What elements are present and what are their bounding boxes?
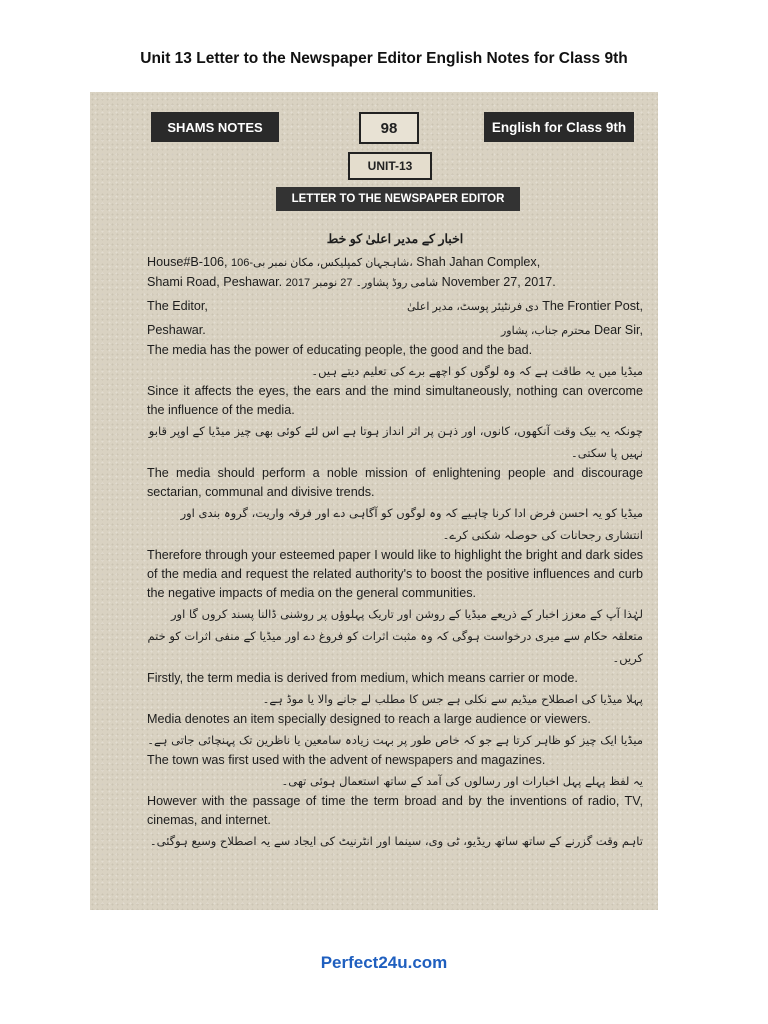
letter-heading: LETTER TO THE NEWSPAPER EDITOR — [276, 187, 520, 211]
urdu-title: اخبار کے مدیر اعلیٰ کو خط — [326, 232, 464, 246]
document-title: Unit 13 Letter to the Newspaper Editor English Notes for Class 9th — [140, 50, 628, 67]
address-ur: دی فرنٹیئر پوسٹ، مدیر اعلیٰ — [407, 301, 539, 313]
address-line — [147, 273, 643, 293]
header-subject: English for Class 9th — [484, 112, 634, 142]
address-ur: شاہجہان کمپلیکس، مکان نمبر بی-106، — [231, 257, 413, 269]
paragraph-ur: میڈیا ایک چیز کو ظاہر کرتا ہے جو کہ خاص طور پر بہت زیادہ سامعین یا ناظرین تک پہنچائی جاتی ہے۔ — [147, 733, 643, 747]
address-en2: November 27, 2017. — [441, 275, 556, 289]
scanned-page — [90, 92, 658, 910]
address-en: House#B-106, — [147, 255, 228, 269]
paragraph-en: Media denotes an item specially designed to reach a large audience or viewers. — [147, 712, 591, 726]
address-en: Peshawar. — [147, 323, 206, 337]
address-en2: Shah Jahan Complex, — [416, 255, 541, 269]
paragraph-en: However with the passage of time the term broad and by the inventions of radio, TV, cinemas, and internet. — [147, 794, 643, 827]
paragraph-en: Since it affects the eyes, the ears and the mind simultaneously, nothing can overcome the influence of the media. — [147, 384, 643, 417]
header-page-number: 98 — [359, 112, 419, 144]
header-brand: SHAMS NOTES — [151, 112, 279, 142]
paragraph-ur: لہٰذا آپ کے معزز اخبار کے ذریعے میڈیا کے روشن اور تاریک پہلوؤں پر روشنی ڈالنا پسند کروں گا اور متعلقہ حکام سے میری درخواست ہوگی کہ وہ مثبت اثرات کو فروغ دے اور میڈیا کے منفی اثرات کو ختم کریں۔ — [147, 607, 643, 665]
address-en: Shami Road, Peshawar. — [147, 275, 283, 289]
paragraph-ur: یہ لفظ پہلے پہل اخبارات اور رسالوں کی آمد کے ساتھ استعمال ہوئی تھی۔ — [281, 774, 643, 788]
paragraph-en: The media should perform a noble mission of enlightening people and discourage sectarian, communal and divisive trends. — [147, 466, 643, 499]
address-en2: The Frontier Post, — [542, 299, 643, 313]
paragraph-ur: چونکہ یہ بیک وقت آنکھوں، کانوں، اور ذہن پر اثر انداز ہوتا ہے اس لئے کوئی بھی چیز میڈیا کے اوپر قابو نہیں پا سکتی۔ — [148, 424, 643, 460]
address-line — [147, 297, 643, 317]
paragraph-ur: پہلا میڈیا کی اصطلاح میڈیم سے نکلی ہے جس کا مطلب لے جانے والا یا موڈ ہے۔ — [262, 692, 643, 706]
paragraph-en: The media has the power of educating people, the good and the bad. — [147, 343, 533, 357]
paragraph-en: Therefore through your esteemed paper I would like to highlight the bright and dark sides of the media and request the related authority's to boost the positive influences and curb the negative impacts of media on the general communities. — [147, 548, 643, 600]
paragraph-en: The town was first used with the advent of newspapers and magazines. — [147, 753, 546, 767]
unit-label: UNIT-13 — [348, 152, 432, 180]
letter-body — [147, 230, 643, 852]
address-ur: شامی روڈ پشاور۔ 27 نومبر 2017 — [285, 277, 439, 289]
address-line — [147, 253, 643, 273]
paragraph-en: Firstly, the term media is derived from medium, which means carrier or mode. — [147, 671, 578, 685]
paragraph-ur: تاہم وقت گزرنے کے ساتھ ساتھ ریڈیو، ٹی وی، سینما اور انٹرنیٹ کی ایجاد سے یہ اصطلاح وسیع ہوگئی۔ — [149, 834, 643, 848]
address-line — [147, 321, 643, 341]
address-en2: Dear Sir, — [594, 323, 643, 337]
address-en: The Editor, — [147, 299, 208, 313]
footer-link[interactable]: Perfect24u.com — [320, 953, 448, 972]
address-ur: محترم جناب، پشاور — [500, 325, 591, 337]
paragraph-ur: میڈیا کو یہ احسن فرض ادا کرنا چاہیے کہ وہ لوگوں کو آگاہی دے اور فرقہ واریت، گروہ بندی اور انتشاری رجحانات کی حوصلہ شکنی کرے۔ — [180, 506, 643, 542]
paragraph-ur: میڈیا میں یہ طاقت ہے کہ وہ لوگوں کو اچھے برے کی تعلیم دیتے ہیں۔ — [311, 364, 643, 378]
